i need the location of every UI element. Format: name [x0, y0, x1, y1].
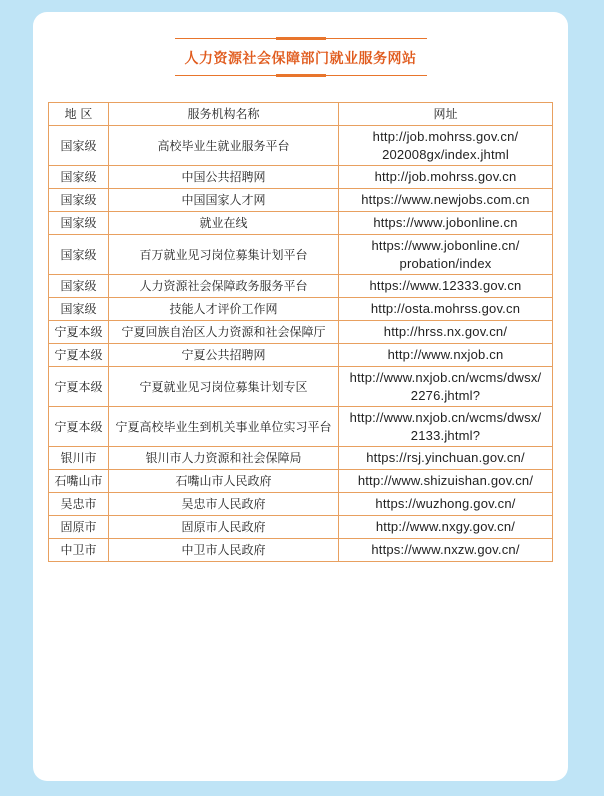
table-row — [49, 447, 553, 470]
cell-region: 国家级 — [49, 275, 109, 298]
cell-service-name: 技能人才评价工作网 — [109, 298, 339, 321]
page-title: 人力资源社会保障部门就业服务网站 — [184, 51, 417, 67]
cell-url: http://www.nxjob.cn/wcms/dwsx/ 2133.jhtml? — [339, 407, 553, 447]
cell-url: https://www.newjobs.com.cn — [339, 189, 553, 212]
cell-service-name: 吴忠市人民政府 — [109, 493, 339, 516]
table-row — [49, 321, 553, 344]
cell-url: http://job.mohrss.gov.cn/ 202008gx/index.jhtml — [339, 126, 553, 166]
table-row — [49, 212, 553, 235]
cell-url: http://www.shizuishan.gov.cn/ — [339, 470, 553, 493]
table-row — [49, 539, 553, 562]
cell-service-name: 就业在线 — [109, 212, 339, 235]
cell-url: https://www.jobonline.cn/ probation/index — [339, 235, 553, 275]
header-name: 服务机构名称 — [109, 103, 339, 126]
table-row — [49, 367, 553, 407]
table-row — [49, 275, 553, 298]
cell-region: 吴忠市 — [49, 493, 109, 516]
title-frame — [175, 38, 427, 76]
cell-url: http://www.nxjob.cn/wcms/dwsx/ 2276.jhtml? — [339, 367, 553, 407]
header-region: 地 区 — [49, 103, 109, 126]
content-card — [33, 12, 568, 781]
cell-url: https://www.jobonline.cn — [339, 212, 553, 235]
cell-service-name: 中卫市人民政府 — [109, 539, 339, 562]
table-row — [49, 126, 553, 166]
cell-region: 国家级 — [49, 298, 109, 321]
cell-service-name: 高校毕业生就业服务平台 — [109, 126, 339, 166]
cell-region: 固原市 — [49, 516, 109, 539]
cell-url: http://job.mohrss.gov.cn — [339, 166, 553, 189]
cell-url: https://www.nxzw.gov.cn/ — [339, 539, 553, 562]
cell-region: 银川市 — [49, 447, 109, 470]
cell-service-name: 中国公共招聘网 — [109, 166, 339, 189]
cell-region: 国家级 — [49, 212, 109, 235]
employment-sites-table — [48, 102, 553, 562]
table-row — [49, 235, 553, 275]
cell-url: http://hrss.nx.gov.cn/ — [339, 321, 553, 344]
cell-region: 宁夏本级 — [49, 367, 109, 407]
cell-service-name: 中国国家人才网 — [109, 189, 339, 212]
cell-url: https://wuzhong.gov.cn/ — [339, 493, 553, 516]
cell-region: 中卫市 — [49, 539, 109, 562]
table-row — [49, 298, 553, 321]
cell-url: http://osta.mohrss.gov.cn — [339, 298, 553, 321]
cell-region: 石嘴山市 — [49, 470, 109, 493]
cell-region: 宁夏本级 — [49, 321, 109, 344]
table-row — [49, 344, 553, 367]
cell-service-name: 石嘴山市人民政府 — [109, 470, 339, 493]
cell-url: https://www.12333.gov.cn — [339, 275, 553, 298]
header-url: 网址 — [339, 103, 553, 126]
table-row — [49, 470, 553, 493]
cell-region: 宁夏本级 — [49, 344, 109, 367]
cell-region: 国家级 — [49, 189, 109, 212]
title-area — [33, 38, 568, 76]
table-header-row — [49, 103, 553, 126]
cell-url: http://www.nxjob.cn — [339, 344, 553, 367]
cell-region: 国家级 — [49, 166, 109, 189]
cell-service-name: 银川市人力资源和社会保障局 — [109, 447, 339, 470]
cell-service-name: 固原市人民政府 — [109, 516, 339, 539]
cell-url: https://rsj.yinchuan.gov.cn/ — [339, 447, 553, 470]
cell-service-name: 宁夏公共招聘网 — [109, 344, 339, 367]
title-bottom-accent — [276, 74, 326, 77]
cell-region: 国家级 — [49, 126, 109, 166]
cell-service-name: 人力资源社会保障政务服务平台 — [109, 275, 339, 298]
title-top-accent — [276, 37, 326, 40]
cell-region: 国家级 — [49, 235, 109, 275]
table-body — [49, 126, 553, 562]
cell-url: http://www.nxgy.gov.cn/ — [339, 516, 553, 539]
cell-service-name: 宁夏回族自治区人力资源和社会保障厅 — [109, 321, 339, 344]
table-row — [49, 189, 553, 212]
cell-region: 宁夏本级 — [49, 407, 109, 447]
cell-service-name: 百万就业见习岗位募集计划平台 — [109, 235, 339, 275]
table-row — [49, 493, 553, 516]
table-row — [49, 516, 553, 539]
cell-service-name: 宁夏高校毕业生到机关事业单位实习平台 — [109, 407, 339, 447]
table-row — [49, 166, 553, 189]
cell-service-name: 宁夏就业见习岗位募集计划专区 — [109, 367, 339, 407]
table-row — [49, 407, 553, 447]
